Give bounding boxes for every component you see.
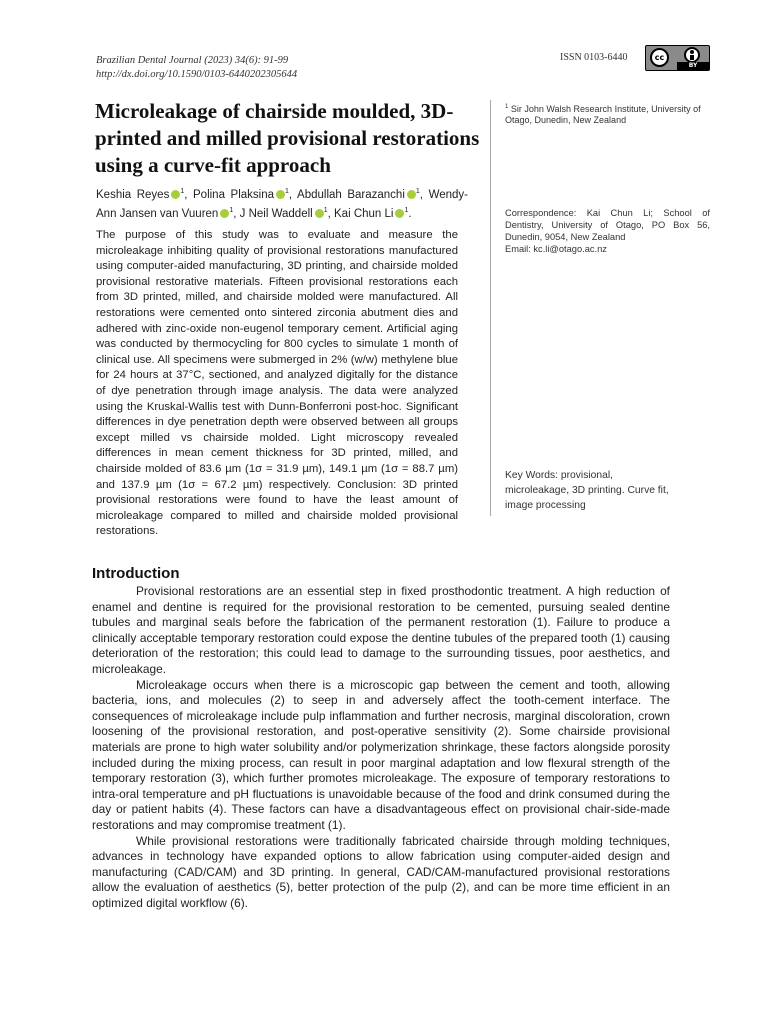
author-name-text: J Neil Waddell xyxy=(239,208,313,221)
orcid-icon[interactable] xyxy=(171,190,180,199)
correspondence-email[interactable]: Email: kc.li@otago.ac.nz xyxy=(505,244,607,254)
author-affiliation-marker: 1 xyxy=(180,188,185,195)
introduction-body xyxy=(92,584,670,911)
cc-by-license-icon[interactable] xyxy=(645,45,710,71)
author-affiliation-marker: 1 xyxy=(404,207,409,215)
intro-paragraph: While provisional restorations were traditionally fabricated chairside through molding techniques, advances in technology have expanded options to allow fabrication using computer-aided design and manufacturing (CAD/CAM) and 3D printing. In general, CAD/CAM-manufactured provisional restorations allow the evaluation of aesthetics (5), better protection of the pulp (2), and can be more time efficient in an optimized digital workflow (6). xyxy=(92,833,670,910)
orcid-icon[interactable] xyxy=(276,190,285,199)
author-name-text: Wendy-Ann Jansen van Vuuren xyxy=(96,188,468,221)
author-affiliation-marker: 1 xyxy=(229,207,234,215)
intro-paragraph: Microleakage occurs when there is a microscopic gap between the cement and tooth, allowing bacteria, ions, and molecules (2) to seep in and adversely affect the tooth-cement interface. The consequences of microleakage include pulp inflammation and further necrosis, marginal discoloration, crown loosening of the provisional restoration, and post-operative sensitivity (2). Some chairside provisional materials are prone to high water solubility and/or polymerization shrinkage, these factors alongside porosity included during the mixing process, can result in poor marginal adaptation and low flexural strength of the temporary restoration (3), which further promotes microleakage. The exposure of temporary restorations to intra-oral temperature and pH fluctuations is unavoidable because of the food and drink consumed during the day or patient habits (4). These factors can have a disadvantageous effect on provisional chair-side-made restorations and may compromise treatment (1). xyxy=(92,677,670,832)
intro-paragraph: Provisional restorations are an essential step in fixed prosthodontic treatment. A high reduction of enamel and dentine is required for the provisional restoration to be cemented, pursuing sealed dentine tubules and marginal seals before the fabrication of the permanent restoration (1). Failure to produce a clinically acceptable temporary restoration could expose the dentine tubules of the prepared tooth (1) causing deterioration of the restoration; this could lead to damage to the surrounding tissues, poor aesthetics, and microleakage. xyxy=(92,584,670,676)
orcid-icon[interactable] xyxy=(407,190,416,199)
author-separator: , xyxy=(233,208,240,221)
abstract: The purpose of this study was to evaluate and measure the microleakage inhibiting quality of provisional restorations manufactured using computer-aided manufacturing, 3D printing, and chairside molded provisional restorative materials. Fifteen provisional restorations each from 3D printed, milled, and chairside molded were manufactured. All restorations were cemented onto sintered zirconia abutment dies and adhered with zinc-oxide non-eugenol temporary cement. Artificial aging was conducted by thermocycling for 800 cycles to simulate 1 month of clinical use. All specimens were submerged in 2% (w/w) methylene blue for 24 hours at 37°C, sectioned, and analyzed digitally for the distance of dye penetration through image analysis. The data were analyzed using the Kruskal-Wallis test with Dunn-Bonferroni post-hoc. Significant differences in dye penetration depth were observed between all groups except milled vs chairside molded. Light microscopy revealed differences in mean cement thickness for 3D printed, milled, and chairside molded of 83.6 µm (1σ = 31.9 µm), 149.1 µm (1σ = 88.7 µm) and 137.9 µm (1σ = 67.2 µm) respectively. Conclusion: 3D printed provisional restorations were found to have the least amount of microleakage compared to milled and chairside molded provisional restorations. xyxy=(96,229,458,538)
author-separator: , xyxy=(419,188,429,201)
issn: ISSN 0103-6440 xyxy=(560,52,628,63)
author-separator: , xyxy=(184,188,193,201)
author-list xyxy=(96,184,468,223)
author-name-text: Kai Chun Li xyxy=(334,208,394,221)
correspondence-text: Correspondence: Kai Chun Li; School of Dentistry, University of Otago, PO Box 56, Dunedin, 9054, New Zealand xyxy=(505,208,710,242)
author-affiliation-marker: 1 xyxy=(285,188,289,195)
author-name xyxy=(297,189,429,201)
key-words: Key Words: provisional, microleakage, 3D printing. Curve fit, image processing xyxy=(505,470,669,511)
by-label: BY xyxy=(677,62,709,70)
doi-link[interactable]: http://dx.doi.org/10.1590/0103-6440202305644 xyxy=(96,69,298,80)
article-title: Microleakage of chairside moulded, 3D-printed and milled provisional restorations using a curve-fit approach xyxy=(95,99,480,177)
correspondence xyxy=(505,207,710,255)
author-name xyxy=(193,189,297,201)
affiliation-marker: 1 xyxy=(505,104,509,110)
author-separator: . xyxy=(408,208,412,221)
author-affiliation-marker: 1 xyxy=(415,188,420,195)
author-name xyxy=(96,189,193,201)
author-name-text: Abdullah Barazanchi xyxy=(297,188,405,201)
author-name xyxy=(334,208,412,220)
author-affiliation-marker: 1 xyxy=(323,207,328,215)
journal-citation xyxy=(96,54,297,82)
cc-icon: cc xyxy=(650,48,669,67)
author-separator: , xyxy=(288,188,298,201)
author-name-text: Polina Plaksina xyxy=(193,188,274,201)
orcid-icon[interactable] xyxy=(315,209,324,218)
author-name xyxy=(240,208,334,220)
affiliation-text: Sir John Walsh Research Institute, University of Otago, Dunedin, New Zealand xyxy=(505,104,701,125)
orcid-icon[interactable] xyxy=(220,209,229,218)
journal-line: Brazilian Dental Journal (2023) 34(6): 91-99 xyxy=(96,55,289,66)
author-name-text: Keshia Reyes xyxy=(96,188,170,201)
author-separator: , xyxy=(327,208,334,221)
column-divider xyxy=(490,100,491,516)
affiliation xyxy=(505,102,715,126)
introduction-heading: Introduction xyxy=(92,565,180,582)
person-icon xyxy=(684,47,700,63)
